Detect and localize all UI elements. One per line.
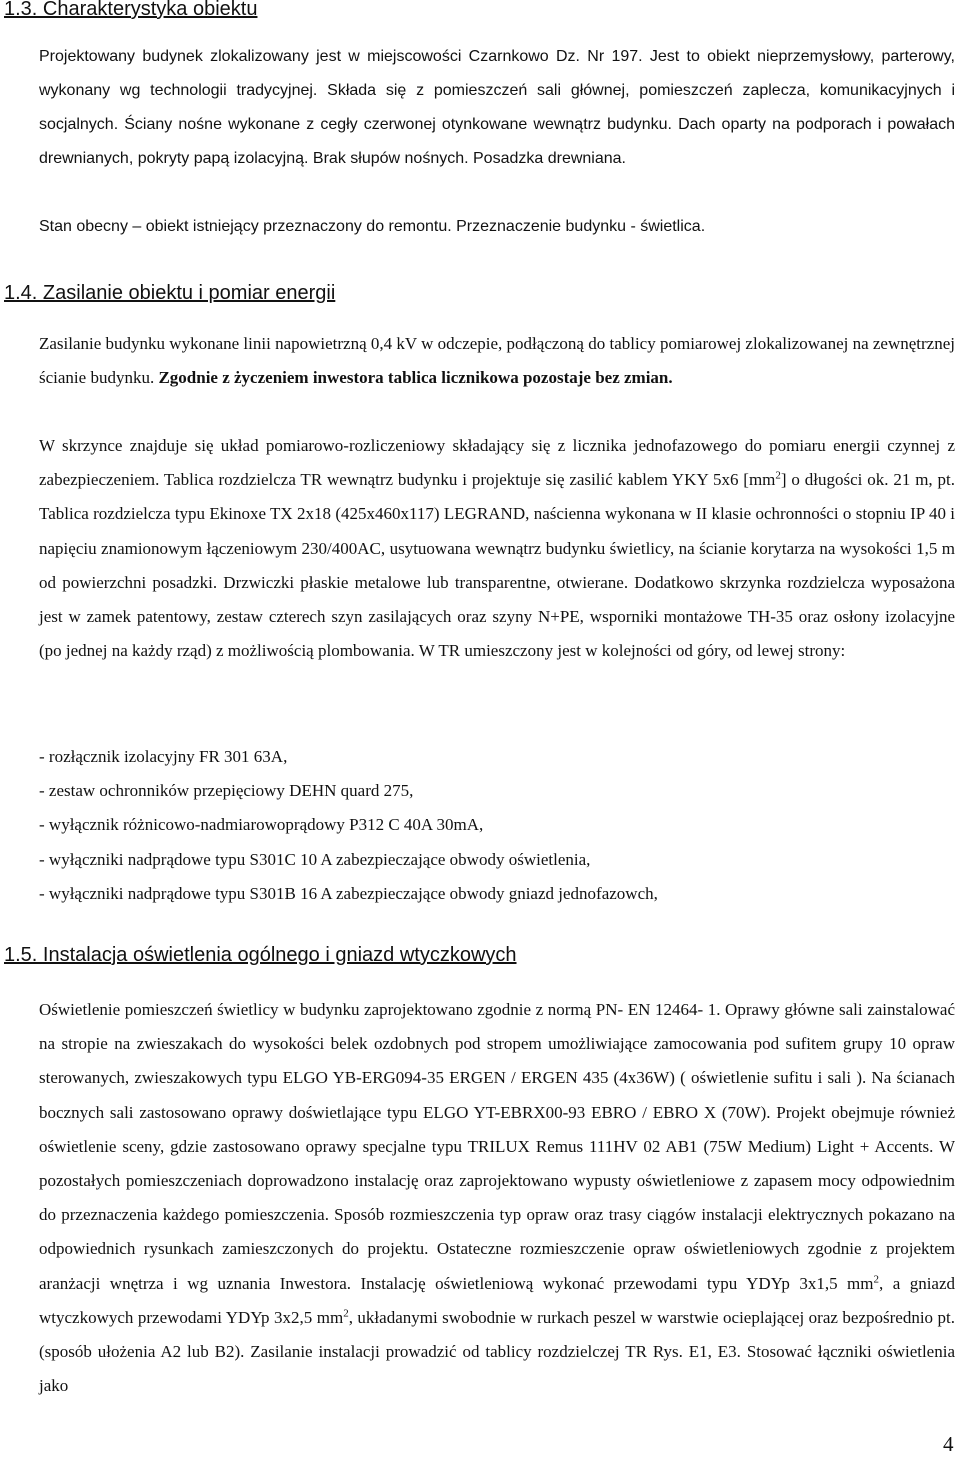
section-1-3-paragraph: Projektowany budynek zlokalizowany jest w miejscowości Czarnkowo Dz. Nr 197. Jest to obiekt nieprzemysłowy, parterowy, wykonany wg technologii tradycyjnej. Składa się z pomieszczeń sali głównej, pomieszczeń zaplecza, komunikacyjnych i socjalnych. Ściany nośne wykonane z cegły czerwonej otynkowane wewnątrz budynku. Dach oparty na podporach i powałach drewnianych, pokryty papą izolacyjną. Brak słupów nośnych. Posadzka drewniana.: [39, 48, 955, 167]
tr-component-list: [39, 740, 955, 911]
superscript: 2: [873, 1272, 879, 1285]
list-item: - rozłącznik izolacyjny FR 301 63A,: [39, 747, 288, 766]
list-item: - wyłączniki nadprądowe typu S301B 16 A zabezpieczające obwody gniazd jednofazowch,: [39, 883, 658, 903]
page-number: 4: [943, 1432, 954, 1456]
p-text-b: , a gniazd wtyczkowych przewodami YDYp 3x2,5 mm: [39, 1273, 956, 1327]
list-item: - wyłączniki nadprądowe typu S301C 10 A zabezpieczające obwody oświetlenia,: [39, 849, 591, 869]
section-heading-1-4: 1.4. Zasilanie obiektu i pomiar energii: [4, 282, 336, 304]
list-item: - wyłącznik różnicowo-nadmiarowoprądowy P312 C 40A 30mA,: [39, 815, 484, 835]
p-text-c: , układanymi swobodnie w rurkach peszel w warstwie ocieplającej oraz bezpośrednio pt. (sposób ułożenia A2 lub B2). Zasilanie instalacji prowadzić od tablicy rozdzielczej TR Rys. E1, E3. Stosować łączniki oświetlenia jako: [39, 1307, 955, 1396]
p1-bold-text: Zgodnie z życzeniem inwestora tablica licznikowa pozostaje bez zmian.: [158, 368, 673, 388]
p2-text-a: W skrzynce znajduje się układ pomiarowo-rozliczeniowy składający się z licznika jednofazowego do pomiaru energii czynnej z zabezpieczeniem. Tablica rozdzielcza TR wewnątrz budynku i projektuje się zasilić kablem YKY 5x6 [mm: [39, 436, 955, 490]
section-1-3-state: Stan obecny – obiekt istniejący przeznaczony do remontu. Przeznaczenie budynku - świetlica.: [39, 218, 706, 235]
p1-text: Zasilanie budynku wykonane linii napowietrzną 0,4 kV w odczepie, podłączoną do tablicy pomiarowej zlokalizowanej na zewnętrznej ścianie budynku.: [39, 334, 955, 388]
section-1-5-paragraph: [39, 993, 955, 1403]
p-text-a: Oświetlenie pomieszczeń świetlicy w budynku zaprojektowano zgodnie z normą PN- EN 12464- 1. Oprawy główne sali zainstalować na stropie na zwieszakach do wysokości belek ozdobnych pod stropem umożliwiające zamocowania pod sufitem grupy 10 opraw sterowanych, zwieszakowych typu ELGO YB-ERG094-35 ERGEN / ERGEN 435 (4x36W) ( oświetlenie sufitu i sali ). Na ścianach bocznych sali zastosowano oprawy doświetlające typu ELGO YT-EBRX00-93 EBRO / EBRO X (70W). Projekt obejmuje również oświetlenie sceny, gdzie zastosowano oprawy specjalne typu TRILUX Remus 111HV 02 AB1 (75W Medium) Light + Accents. W pozostałych pomieszczeniach doprowadzono instalację oraz zaprojektowano wypusty oświetleniowe z zapasem mocy odpowiednim do przeznaczenia każdego pomieszczenia. Sposób rozmieszczenia typ opraw oraz trasy ciągów instalacji elektrycznych pokazano na odpowiednich rysunkach zamieszczonych do projektu. Ostateczne rozmieszczenie opraw oświetleniowych zgodnie z projektem aranżacji wnętrza i wg uznania Inwestora. Instalację oświetleniową wykonać przewodami typu YDYp 3x1,5 mm: [39, 1000, 955, 1293]
p2-text-b: ] o długości ok. 21 m, pt. Tablica rozdzielcza typu Ekinoxe TX 2x18 (425x460x117) LEGRAND, naścienna wykonana w II klasie ochronności o stopniu IP 40 i napięciu znamionowym łączeniowym 230/400AC, usytuowana wewnątrz budynku świetlicy, na ścianie korytarza na wysokości 1,5 m od powierzchni posadzki. Drzwiczki płaskie metalowe lub transparentne, otwierane. Dodatkowo skrzynka rozdzielcza wyposażona jest w zamek patentowy, zestaw czterech szyn zasilających oraz szyny N+PE, wsporniki montażowe TH-35 oraz osłony izolacyjne (po jednej na każdy rząd) z możliwością plombowania. W TR umieszczony jest w kolejności od góry, od lewej strony:: [39, 470, 955, 661]
section-heading-1-3: 1.3. Charakterystyka obiektu: [4, 0, 258, 20]
list-item: - zestaw ochronników przepięciowy DEHN quard 275,: [39, 781, 414, 801]
superscript: 2: [343, 1307, 349, 1320]
section-1-4-paragraph-2: [39, 429, 955, 668]
section-1-4-paragraph-1: [39, 327, 955, 395]
section-heading-1-5: 1.5. Instalacja oświetlenia ogólnego i gniazd wtyczkowych: [4, 944, 517, 966]
superscript: 2: [775, 469, 781, 482]
